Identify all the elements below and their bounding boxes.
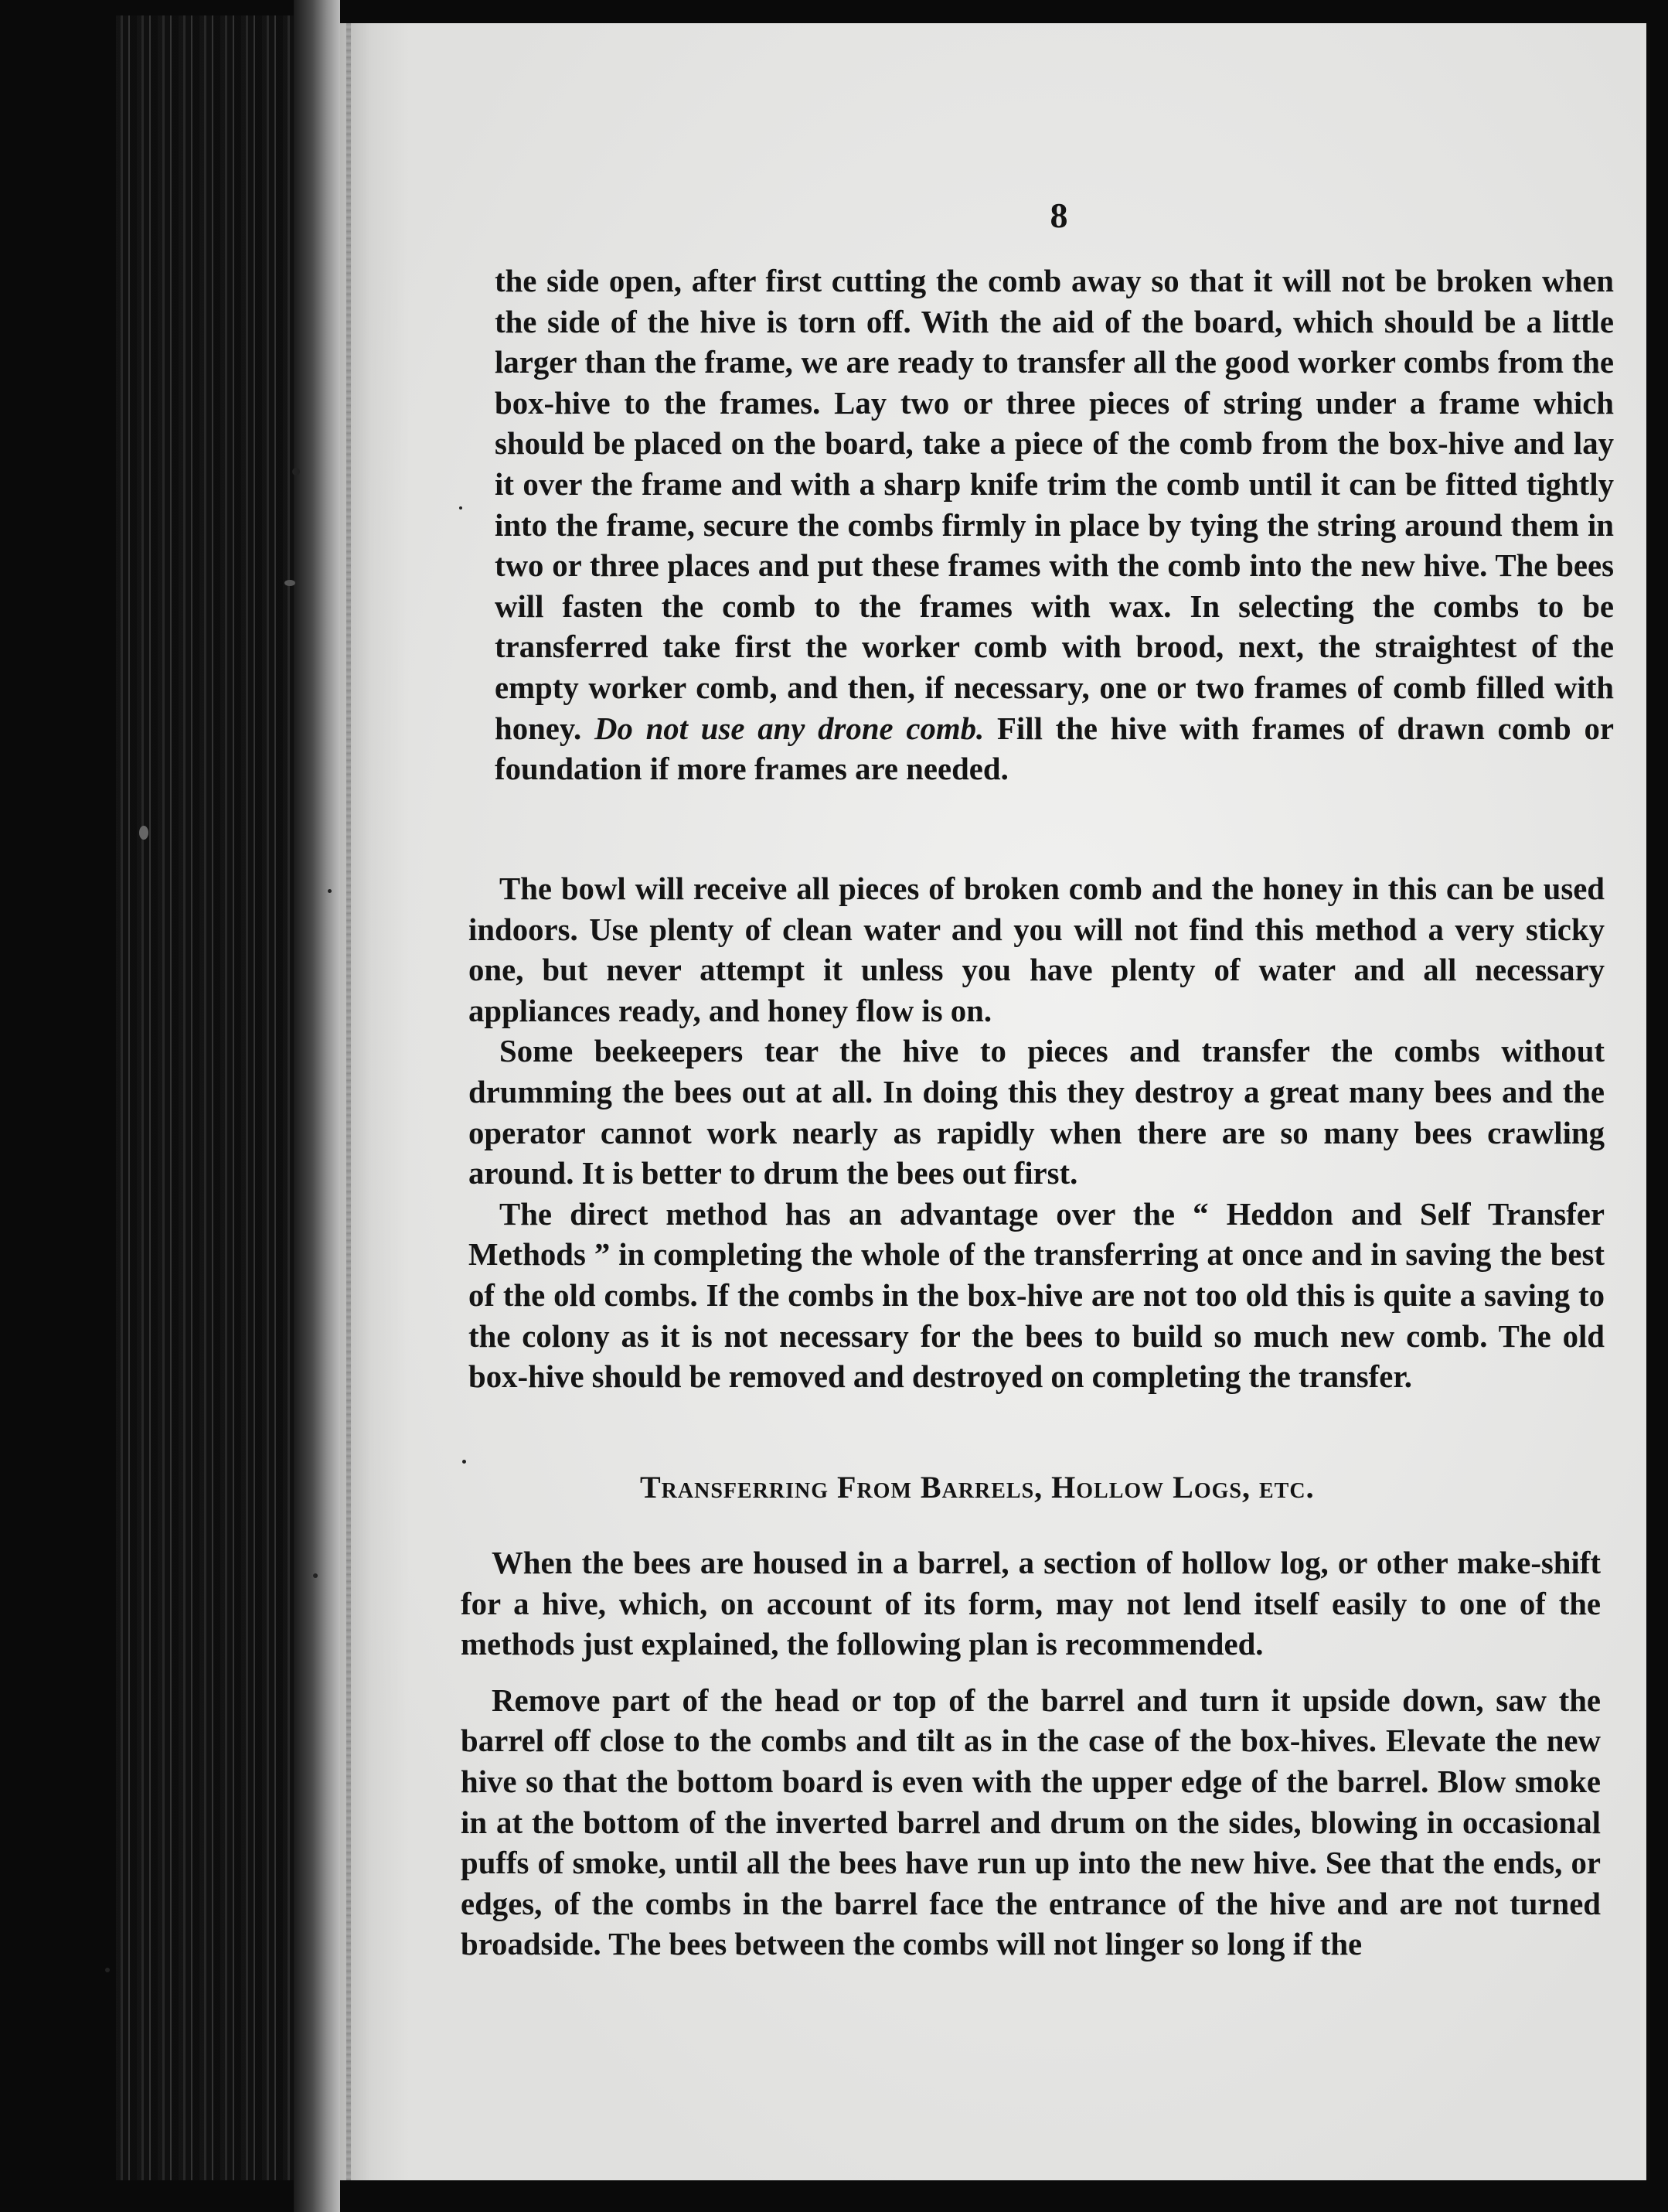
paragraph-4: The direct method has an advantage over the “ Heddon and Self Transfer Methods ” in completing the whole of the transferring at once and in saving the best of the old combs. If the combs in the box-hive are not too old this is quite a saving to the colony as it is not necessary for the bees to build so much new comb. The old box-hive should be removed and destroyed on completing the transfer. — [468, 1196, 1605, 1395]
lower-paragraphs — [461, 1543, 1601, 1965]
paragraph-1-tail: Fill the hive with frames of drawn comb or foundation if more frames are needed. — [495, 711, 1614, 787]
paragraph-5: When the bees are housed in a barrel, a section of hollow log, or other make-shift for a hive, which, on account of its form, may not lend itself easily to one of the methods just explained, the following plan is recommended. — [461, 1546, 1601, 1662]
scan-speck — [462, 1460, 466, 1464]
page-number: 8 — [1050, 196, 1068, 235]
paragraph-6: Remove part of the head or top of the barrel and turn it upside down, saw the barrel off close to the combs and tilt as in the case of the box-hives. Elevate the new hive so that the bottom board is even with the upper edge of the barrel. Blow smoke in at the bottom of the inverted barrel and drum on the sides, blowing in occasional puffs of smoke, until all the bees have run up into the new hive. See that the ends, or edges, of the combs in the barrel face the entrance of the hive and are not turned broadside. The bees between the combs will not linger so long if the — [461, 1682, 1601, 1962]
scan-speck — [292, 468, 300, 475]
section-heading-text: Transferring From Barrels, Hollow Logs, etc. — [640, 1470, 1315, 1505]
paragraph-1-lines: the side open, after first cutting the comb away so that it will not be broken when the side of the hive is torn off. With the aid of the board, which should be a little larger than the frame, we are ready to transfer all the good worker combs from the box-hive to the frames. Lay two or three pieces of string under a frame which should be placed on the board, take a piece of the comb from the box-hive and lay it over the frame and with a sharp knife trim the comb until it can be fitted tightly into the frame, secure the combs firmly in place by tying the string around them in two or three places and put these frames with the comb into the new hive. The bees will fasten the comb to the frames with wax. In selecting the combs to be transferred take first the worker comb with brood, next, the straightest of the empty worker comb, and then, if necessary, one or two frames of comb filled with honey. — [495, 264, 1614, 746]
paragraph-2: The bowl will receive all pieces of broken comb and the honey in this can be used indoors. Use plenty of clean water and you will not find this method a very sticky one, but never attempt it unless you have plenty of water and all necessary appliances ready, and honey flow is on. — [468, 871, 1605, 1028]
paragraph-1 — [495, 261, 1614, 790]
page-gutter-line — [346, 23, 351, 2180]
section-heading — [640, 1469, 1436, 1505]
scan-speck — [313, 1573, 318, 1578]
scan-speck — [284, 580, 295, 586]
spine-shadow — [294, 0, 340, 2212]
paragraph-3: Some beekeepers tear the hive to pieces and transfer the combs without drumming the bees out at all. In doing this they destroy a great many bees and the operator cannot work nearly as rapidly when there are so many bees crawling around. It is better to drum the bees out first. — [468, 1034, 1605, 1191]
middle-paragraphs — [468, 869, 1605, 1398]
scan-speck — [105, 1968, 110, 1972]
paragraph-1-body — [495, 261, 1614, 790]
scan-speck — [328, 889, 332, 893]
scan-speck — [139, 826, 148, 840]
scan-speck — [459, 506, 462, 510]
paragraph-1-emphasis: Do not use any drone comb. — [594, 711, 985, 746]
